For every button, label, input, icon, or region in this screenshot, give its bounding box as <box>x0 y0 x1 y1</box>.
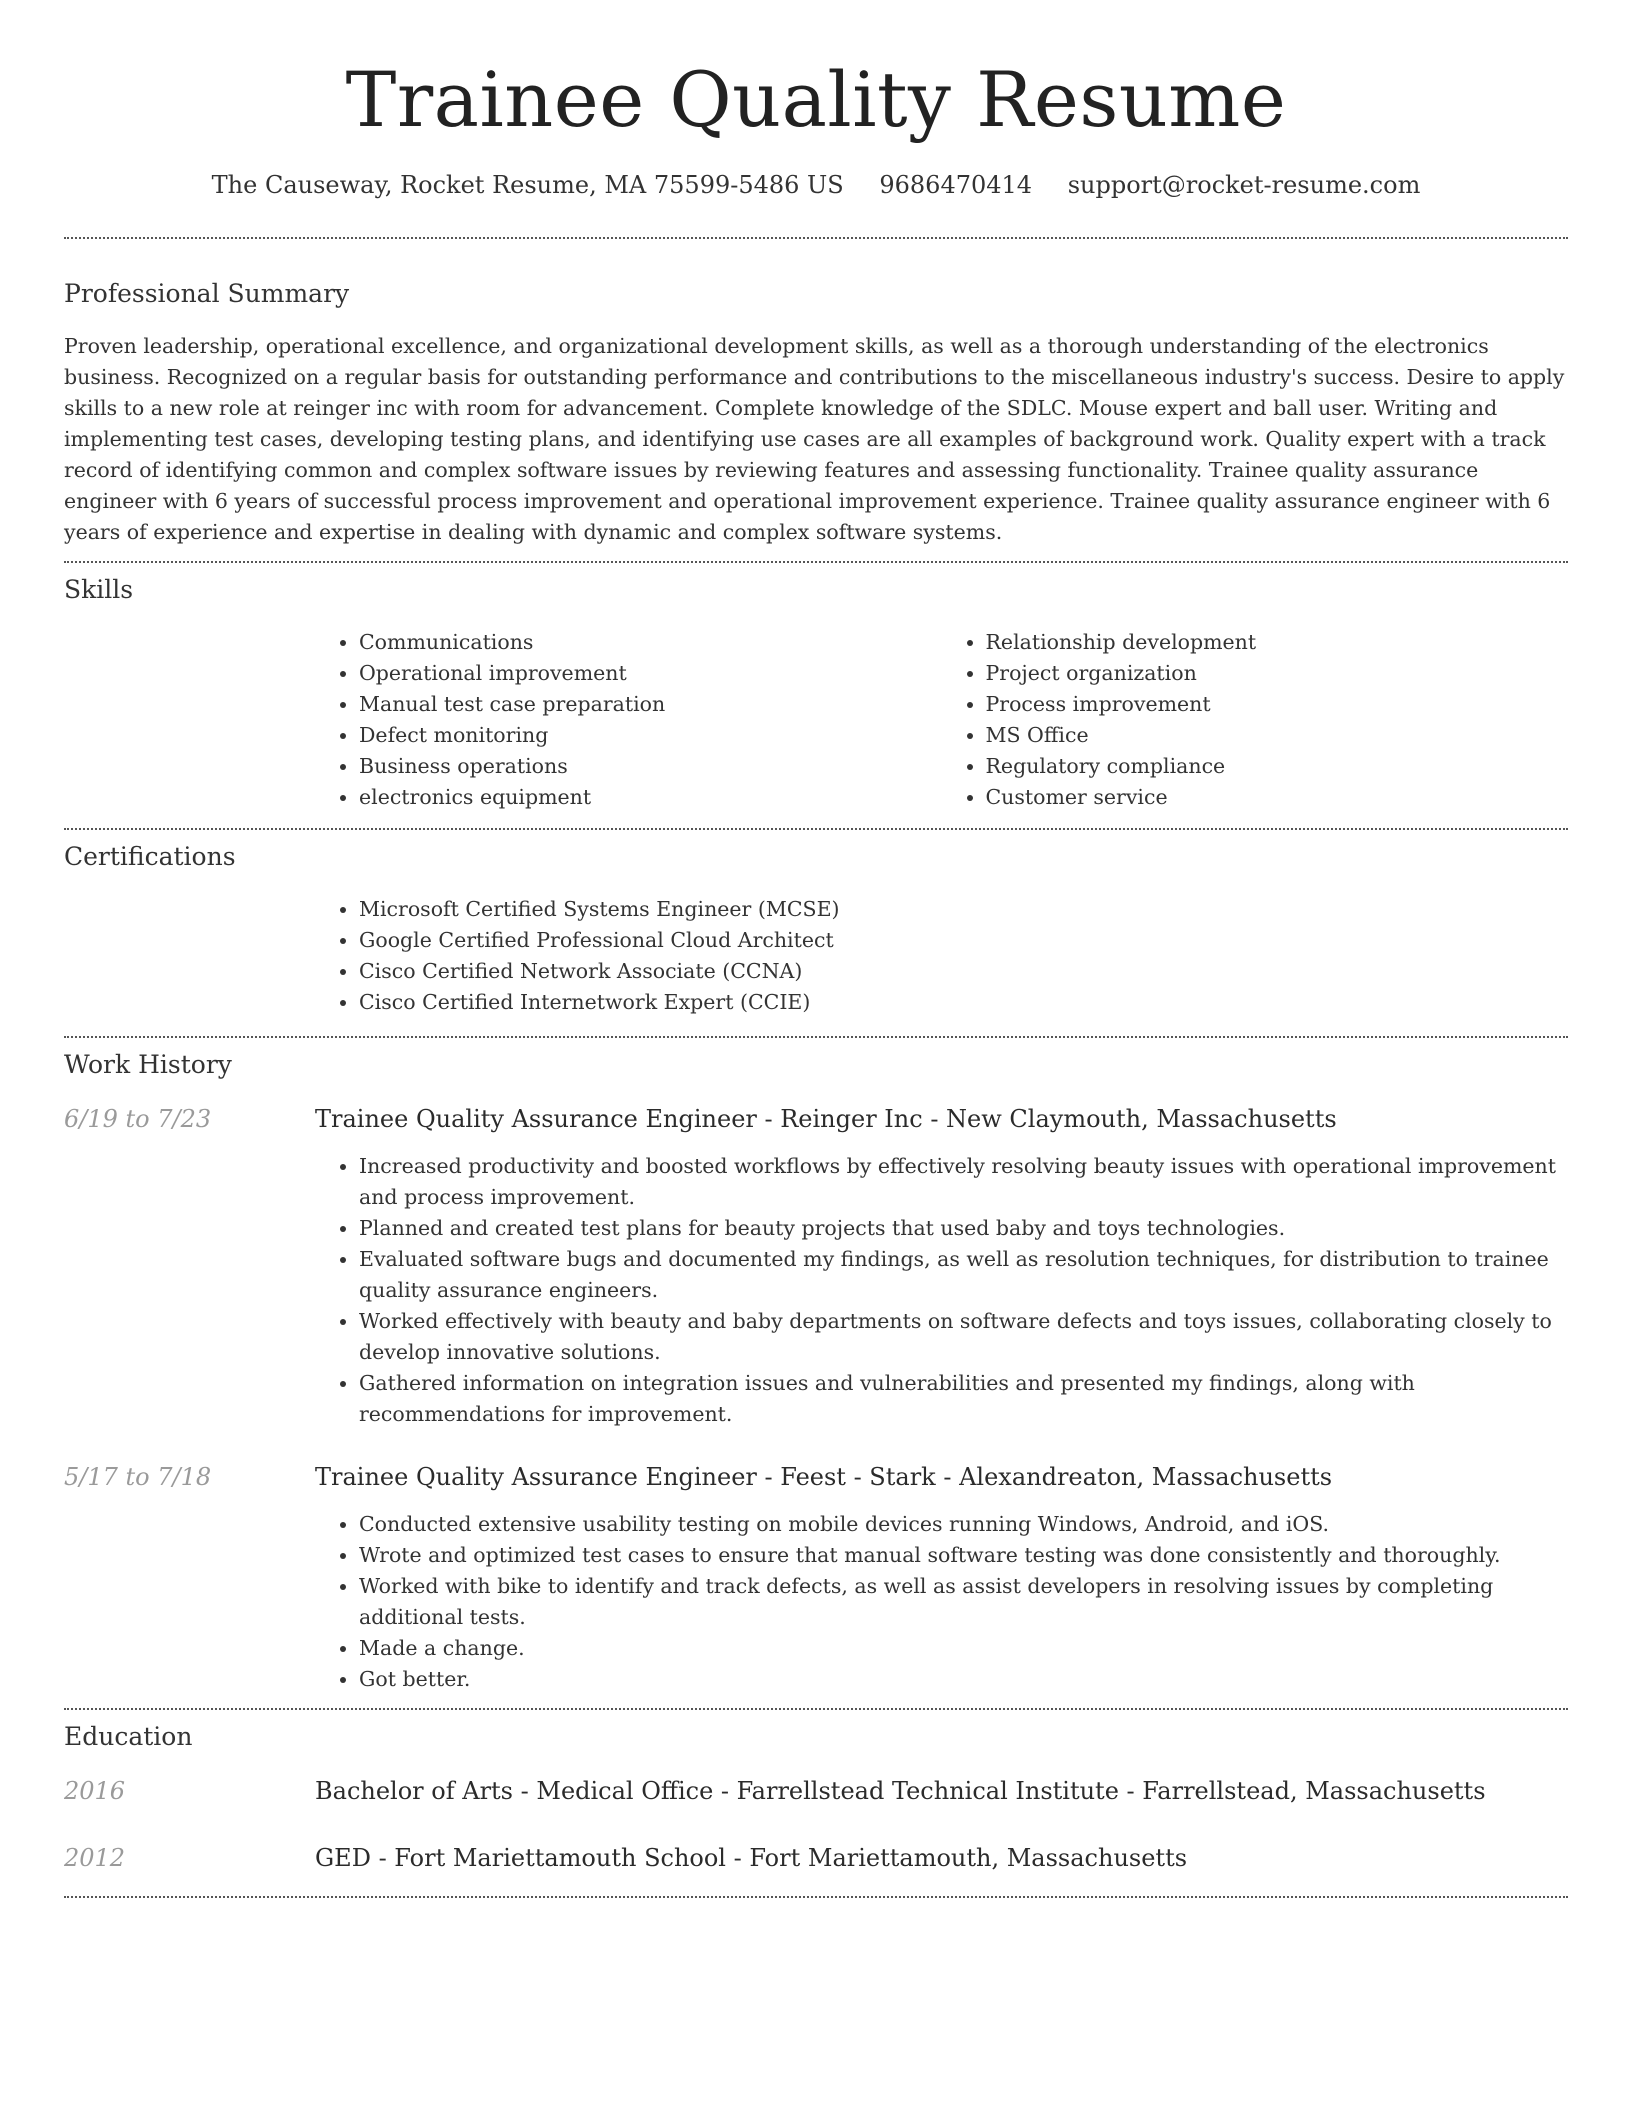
skill-item: • Manual test case preparation <box>359 689 942 720</box>
education-section <box>64 1720 1568 1875</box>
work-heading: Work History <box>64 1050 232 1079</box>
certifications-section <box>64 840 1568 1018</box>
job-bullet: • Wrote and optimized test cases to ensure that manual software testing was done consistently and thoroughly. <box>359 1540 1568 1571</box>
education-year: 2012 <box>64 1844 126 1872</box>
education-year: 2016 <box>64 1777 126 1805</box>
skill-item: • electronics equipment <box>359 782 942 813</box>
education-entry <box>64 1841 1568 1875</box>
job-header <box>64 1460 1568 1494</box>
skill-item: • Defect monitoring <box>359 720 942 751</box>
skills-section <box>64 573 1568 813</box>
skill-item: • Process improvement <box>986 689 1569 720</box>
skills-list-right <box>942 627 1569 813</box>
job-title: Trainee Quality Assurance Engineer - Reinger Inc - New Claymouth, Massachusetts <box>315 1105 1337 1133</box>
work-section <box>64 1048 1568 1695</box>
certifications-list <box>315 894 1568 1018</box>
skill-item: • MS Office <box>986 720 1569 751</box>
job-bullets <box>315 1151 1568 1430</box>
divider <box>64 1708 1568 1710</box>
certification-item: • Google Certified Professional Cloud Architect <box>359 925 1568 956</box>
summary-text: Proven leadership, operational excellence, and organizational development skills, as well as a thorough understanding of the electronics business. Recognized on a regular basis for outstanding performance and contributions to the miscellaneous industry's success. Desire to apply skills to a new role at reinger inc with room for advancement. Complete knowledge of the SDLC. Mouse expert and ball user. Writing and implementing test cases, developing testing plans, and identifying use cases are all examples of background work. Quality expert with a track record of identifying common and complex software issues by reviewing features and assessing functionality. Trainee quality assurance engineer with 6 years of successful process improvement and operational improvement experience. Trainee quality assurance engineer with 6 years of experience and expertise in dealing with dynamic and complex software systems. <box>64 334 1565 544</box>
skill-item: • Operational improvement <box>359 658 942 689</box>
education-entry <box>64 1774 1568 1808</box>
certifications-heading: Certifications <box>64 842 236 871</box>
skill-item: • Relationship development <box>986 627 1569 658</box>
contact-phone: 9686470414 <box>879 171 1033 199</box>
skills-list-left <box>315 627 942 813</box>
skill-item: • Business operations <box>359 751 942 782</box>
resume-title: Trainee Quality Resume <box>345 55 1287 144</box>
job-bullet: • Evaluated software bugs and documented my findings, as well as resolution techniques, for distribution to trainee quality assurance engineers. <box>359 1244 1568 1306</box>
job-dates: 5/17 to 7/18 <box>64 1463 212 1491</box>
skill-item: • Communications <box>359 627 942 658</box>
certification-item: • Cisco Certified Internetwork Expert (CCIE) <box>359 987 1568 1018</box>
job-bullets <box>315 1509 1568 1695</box>
job-bullet: • Worked with bike to identify and track defects, as well as assist developers in resolving issues by completing additional tests. <box>359 1571 1568 1633</box>
certification-item: • Microsoft Certified Systems Engineer (MCSE) <box>359 894 1568 925</box>
job-bullet: • Made a change. <box>359 1633 1568 1664</box>
summary-heading: Professional Summary <box>64 279 350 308</box>
divider <box>64 1896 1568 1898</box>
skills-heading: Skills <box>64 575 134 604</box>
summary-section <box>64 277 1568 548</box>
certification-item: • Cisco Certified Network Associate (CCNA) <box>359 956 1568 987</box>
divider <box>64 828 1568 830</box>
job-title: Trainee Quality Assurance Engineer - Feest - Stark - Alexandreaton, Massachusetts <box>315 1463 1333 1491</box>
job-bullet: • Planned and created test plans for beauty projects that used baby and toys technologies. <box>359 1213 1568 1244</box>
skills-grid <box>315 627 1568 813</box>
education-heading-text: GED - Fort Mariettamouth School - Fort Mariettamouth, Massachusetts <box>315 1844 1188 1872</box>
job-bullet: • Got better. <box>359 1664 1568 1695</box>
education-heading-text: Bachelor of Arts - Medical Office - Farrellstead Technical Institute - Farrellstead, Massachusetts <box>315 1777 1486 1805</box>
job-dates: 6/19 to 7/23 <box>64 1105 212 1133</box>
divider <box>64 1036 1568 1038</box>
contact-address: The Causeway, Rocket Resume, MA 75599-5486 US <box>211 171 844 199</box>
job-header <box>64 1102 1568 1136</box>
job-bullet: • Conducted extensive usability testing on mobile devices running Windows, Android, and iOS. <box>359 1509 1568 1540</box>
divider <box>64 561 1568 563</box>
job-bullet: • Worked effectively with beauty and baby departments on software defects and toys issues, collaborating closely to develop innovative solutions. <box>359 1306 1568 1368</box>
skill-item: • Customer service <box>986 782 1569 813</box>
contact-email: support@rocket-resume.com <box>1067 171 1421 199</box>
skill-item: • Regulatory compliance <box>986 751 1569 782</box>
job-bullet: • Gathered information on integration issues and vulnerabilities and presented my findings, along with recommendations for improvement. <box>359 1368 1568 1430</box>
job-bullet: • Increased productivity and boosted workflows by effectively resolving beauty issues with operational improvement and process improvement. <box>359 1151 1568 1213</box>
divider <box>64 237 1568 239</box>
education-heading: Education <box>64 1722 193 1751</box>
contact-line <box>64 168 1568 202</box>
skill-item: • Project organization <box>986 658 1569 689</box>
